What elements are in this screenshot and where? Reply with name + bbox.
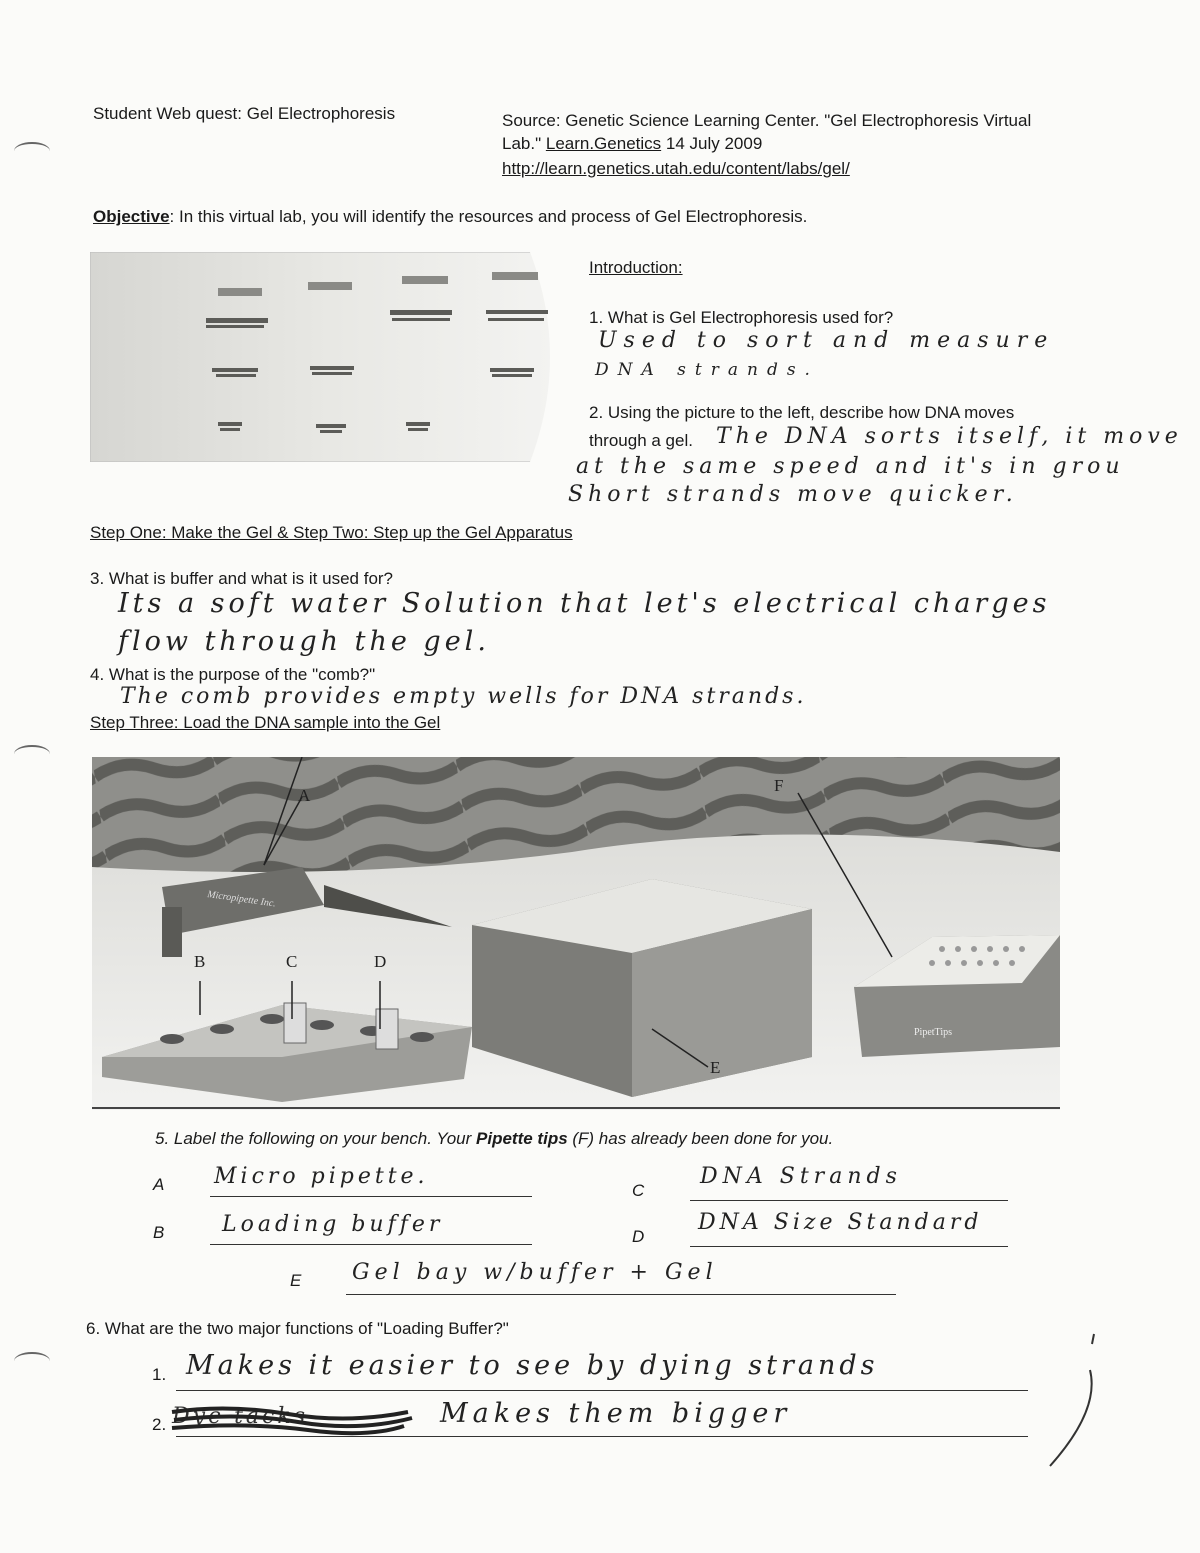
- answer-line-b: [210, 1244, 532, 1245]
- source-date: 14 July 2009: [661, 134, 763, 153]
- question-1: 1. What is Gel Electrophoresis used for?: [589, 308, 894, 327]
- q6-answer-line-2: [176, 1436, 1028, 1437]
- answer-line-a: [210, 1196, 532, 1197]
- gel-bands-image: [90, 252, 570, 462]
- answer-5a: Micro pipette.: [214, 1164, 429, 1189]
- label-letter-c: C: [632, 1181, 645, 1200]
- q5-prompt-start: 5. Label the following on your bench. Your: [155, 1129, 477, 1148]
- answer-5d: DNA Size Standard: [698, 1210, 983, 1235]
- q6-answer-line-1: [176, 1390, 1028, 1391]
- answer-line-d: [690, 1246, 1008, 1247]
- label-e: E: [710, 1058, 721, 1077]
- label-d: D: [374, 952, 387, 971]
- q6-number-1: 1.: [152, 1365, 167, 1384]
- punch-mark: [14, 1352, 50, 1370]
- question-5: [155, 1128, 833, 1150]
- answer-2-line-1: The DNA sorts itself, it move: [716, 424, 1183, 449]
- pipette-brand: Micropipette Inc.: [206, 889, 277, 910]
- answer-3-line-2: flow through the gel.: [118, 626, 490, 657]
- answer-2-line-3: Short strands move quicker.: [568, 482, 1018, 507]
- intro-heading: Introduction:: [589, 258, 683, 277]
- scribble-out: [168, 1402, 418, 1436]
- answer-1-line-1: Used to sort and measure: [598, 328, 1055, 353]
- q6-answer-2-crossed: Dye tacks: [172, 1404, 308, 1429]
- objective-text: : In this virtual lab, you will identify the resources and process of Gel Electrophoresis.: [169, 207, 808, 226]
- step-three-heading: Step Three: Load the DNA sample into the Gel: [90, 713, 441, 732]
- label-a: A: [298, 786, 311, 805]
- label-letter-b: B: [153, 1223, 165, 1242]
- answer-2-line-2: at the same speed and it's in grou: [576, 454, 1125, 479]
- answer-4: The comb provides empty wells for DNA strands.: [120, 684, 807, 709]
- question-2-line-1: 2. Using the picture to the left, describe how DNA moves: [589, 403, 1015, 422]
- step-one-two-heading: Step One: Make the Gel & Step Two: Step up the Gel Apparatus: [90, 523, 573, 542]
- tips-box-brand: PipetTips: [914, 1027, 952, 1038]
- worksheet-title: Student Web quest: Gel Electrophoresis: [93, 104, 396, 123]
- question-4: 4. What is the purpose of the "comb?": [90, 665, 376, 684]
- lab-bench-figure: [92, 757, 1060, 1110]
- source-url-link[interactable]: http://learn.genetics.utah.edu/content/labs/gel/: [502, 159, 850, 178]
- punch-mark: [14, 142, 50, 160]
- question-6: 6. What are the two major functions of "Loading Buffer?": [86, 1319, 509, 1338]
- source-link[interactable]: Learn.Genetics: [545, 134, 662, 153]
- q6-answer-1: Makes it easier to see by dying strands: [186, 1350, 879, 1381]
- source-line-1: Source: Genetic Science Learning Center. "Gel Electrophoresis Virtual: [502, 111, 1032, 130]
- label-b: B: [194, 952, 206, 971]
- answer-3-line-1: Its a soft water Solution that let's electrical charges: [118, 588, 1051, 619]
- question-2-line-2: through a gel.: [589, 431, 693, 450]
- answer-line-e: [346, 1294, 896, 1295]
- margin-stroke: [1030, 1330, 1100, 1470]
- answer-line-c: [690, 1200, 1008, 1201]
- label-letter-e: E: [290, 1271, 302, 1290]
- q6-answer-2: Makes them bigger: [440, 1398, 792, 1429]
- source-prefix: Lab.": [502, 134, 546, 153]
- answer-1-line-2: DNA strands.: [595, 360, 819, 380]
- objective: [93, 206, 807, 228]
- objective-label: Objective: [93, 207, 170, 226]
- label-c: C: [286, 952, 298, 971]
- q5-prompt-bold: Pipette tips: [476, 1129, 568, 1148]
- answer-5b: Loading buffer: [222, 1212, 444, 1237]
- punch-mark: [14, 745, 50, 763]
- label-letter-a: A: [153, 1175, 165, 1194]
- label-f: F: [774, 776, 784, 795]
- q6-number-2: 2.: [152, 1415, 167, 1434]
- q5-prompt-end: (F) has already been done for you.: [567, 1129, 834, 1148]
- question-3: 3. What is buffer and what is it used for?: [90, 569, 394, 588]
- answer-5c: DNA Strands: [700, 1164, 902, 1189]
- label-letter-d: D: [632, 1227, 645, 1246]
- answer-5e: Gel bay w/buffer + Gel: [352, 1260, 718, 1285]
- source-line-2: [502, 133, 762, 155]
